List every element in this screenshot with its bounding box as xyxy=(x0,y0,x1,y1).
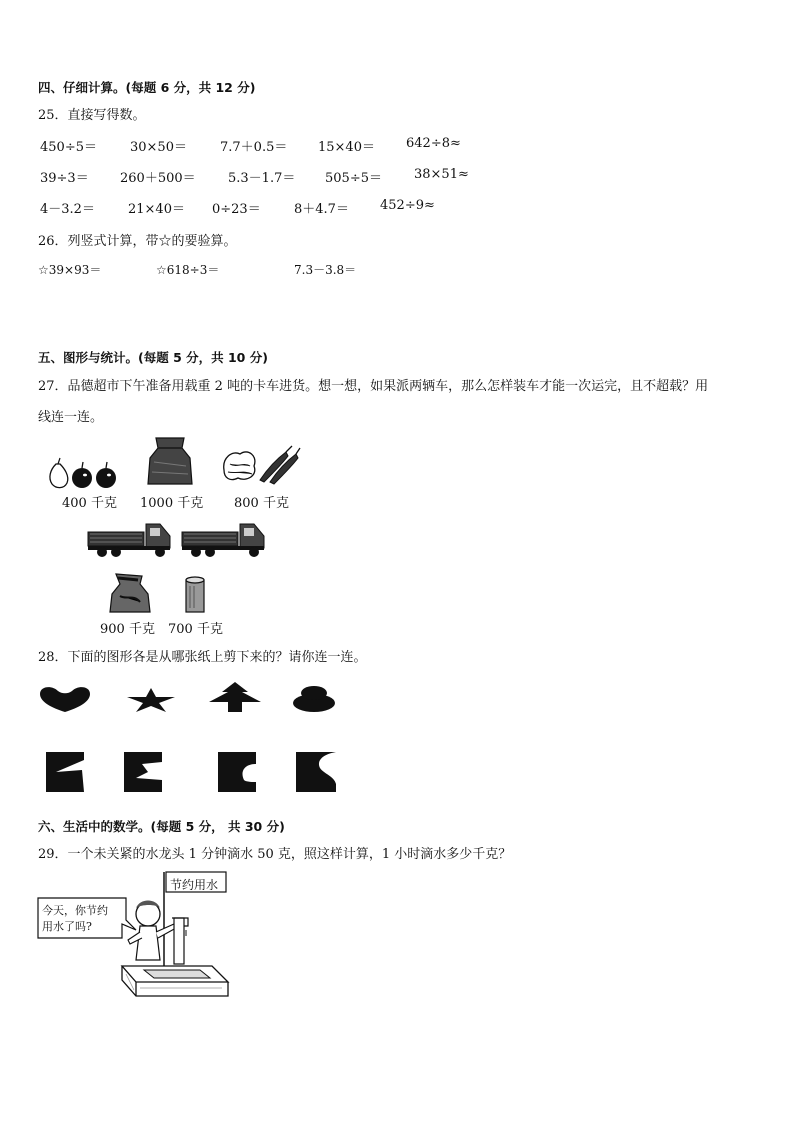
fruit-icon xyxy=(46,456,120,490)
speech-bubble-line1: 今天，你节约 xyxy=(42,904,108,917)
section-6-heading: 六、生活中的数学。(每题 5 分， 共 30 分) xyxy=(38,819,285,834)
heart-shape xyxy=(38,686,92,712)
calc-item: 21×40＝ xyxy=(128,202,185,217)
star-shape xyxy=(126,688,176,712)
vegetables-icon xyxy=(220,446,302,484)
section-5-heading: 五、图形与统计。(每题 5 分，共 10 分) xyxy=(38,350,268,365)
calc-item: 7.7＋0.5＝ xyxy=(220,140,288,155)
calc-item: 15×40＝ xyxy=(318,140,375,155)
arrow-shape xyxy=(208,682,262,712)
calc-item: 5.3－1.7＝ xyxy=(228,171,296,186)
weight-label: 700 千克 xyxy=(168,622,223,637)
truck-icon xyxy=(86,518,174,560)
calc-item: 8＋4.7＝ xyxy=(294,202,349,217)
bag-icon xyxy=(108,572,152,614)
calc-item: 0÷23＝ xyxy=(212,202,261,217)
question-28: 28．下面的图形各是从哪张纸上剪下来的？请你连一连。 xyxy=(38,650,367,665)
weight-label: 400 千克 xyxy=(62,496,117,511)
calc-item: 4－3.2＝ xyxy=(40,202,95,217)
question-29: 29．一个未关紧的水龙头 1 分钟滴水 50 克，照这样计算，1 小时滴水多少千克？ xyxy=(38,847,512,862)
vertical-calc-item: 7.3－3.8＝ xyxy=(294,263,357,277)
can-icon xyxy=(184,576,206,614)
calc-item: 38×51≈ xyxy=(414,167,469,182)
vertical-calc-item: ☆618÷3＝ xyxy=(156,263,220,277)
sack-icon xyxy=(144,436,196,488)
vertical-calc-item: ☆39×93＝ xyxy=(38,263,102,277)
speech-bubble-line2: 用水了吗? xyxy=(42,920,92,933)
calc-item: 505÷5＝ xyxy=(325,171,382,186)
water-saving-sign: 节约用水 xyxy=(170,878,219,892)
question-25: 25．直接写得数。 xyxy=(38,108,146,123)
truck-icon xyxy=(180,518,268,560)
calc-item: 30×50＝ xyxy=(130,140,187,155)
section-4-heading: 四、仔细计算。(每题 6 分，共 12 分) xyxy=(38,80,256,95)
calc-item: 450÷5＝ xyxy=(40,140,97,155)
question-26: 26．列竖式计算，带☆的要验算。 xyxy=(38,234,237,249)
calc-item: 642÷8≈ xyxy=(406,136,461,151)
paper-cut-d xyxy=(296,752,336,792)
question-27-line2: 线连一连。 xyxy=(38,410,104,425)
calc-item: 260＋500＝ xyxy=(120,171,196,186)
question-27-line1: 27．品德超市下午准备用载重 2 吨的卡车进货。想一想，如果派两辆车，那么怎样装车才能一次运完，且不超载？用 xyxy=(38,379,709,394)
paper-cut-a xyxy=(46,752,84,792)
blob-shape xyxy=(292,686,336,712)
calc-item: 39÷3＝ xyxy=(40,171,89,186)
calc-item: 452÷9≈ xyxy=(380,198,435,213)
weight-label: 900 千克 xyxy=(100,622,155,637)
paper-cut-b xyxy=(124,752,162,792)
weight-label: 1000 千克 xyxy=(140,496,204,511)
paper-cut-c xyxy=(218,752,256,792)
weight-label: 800 千克 xyxy=(234,496,289,511)
